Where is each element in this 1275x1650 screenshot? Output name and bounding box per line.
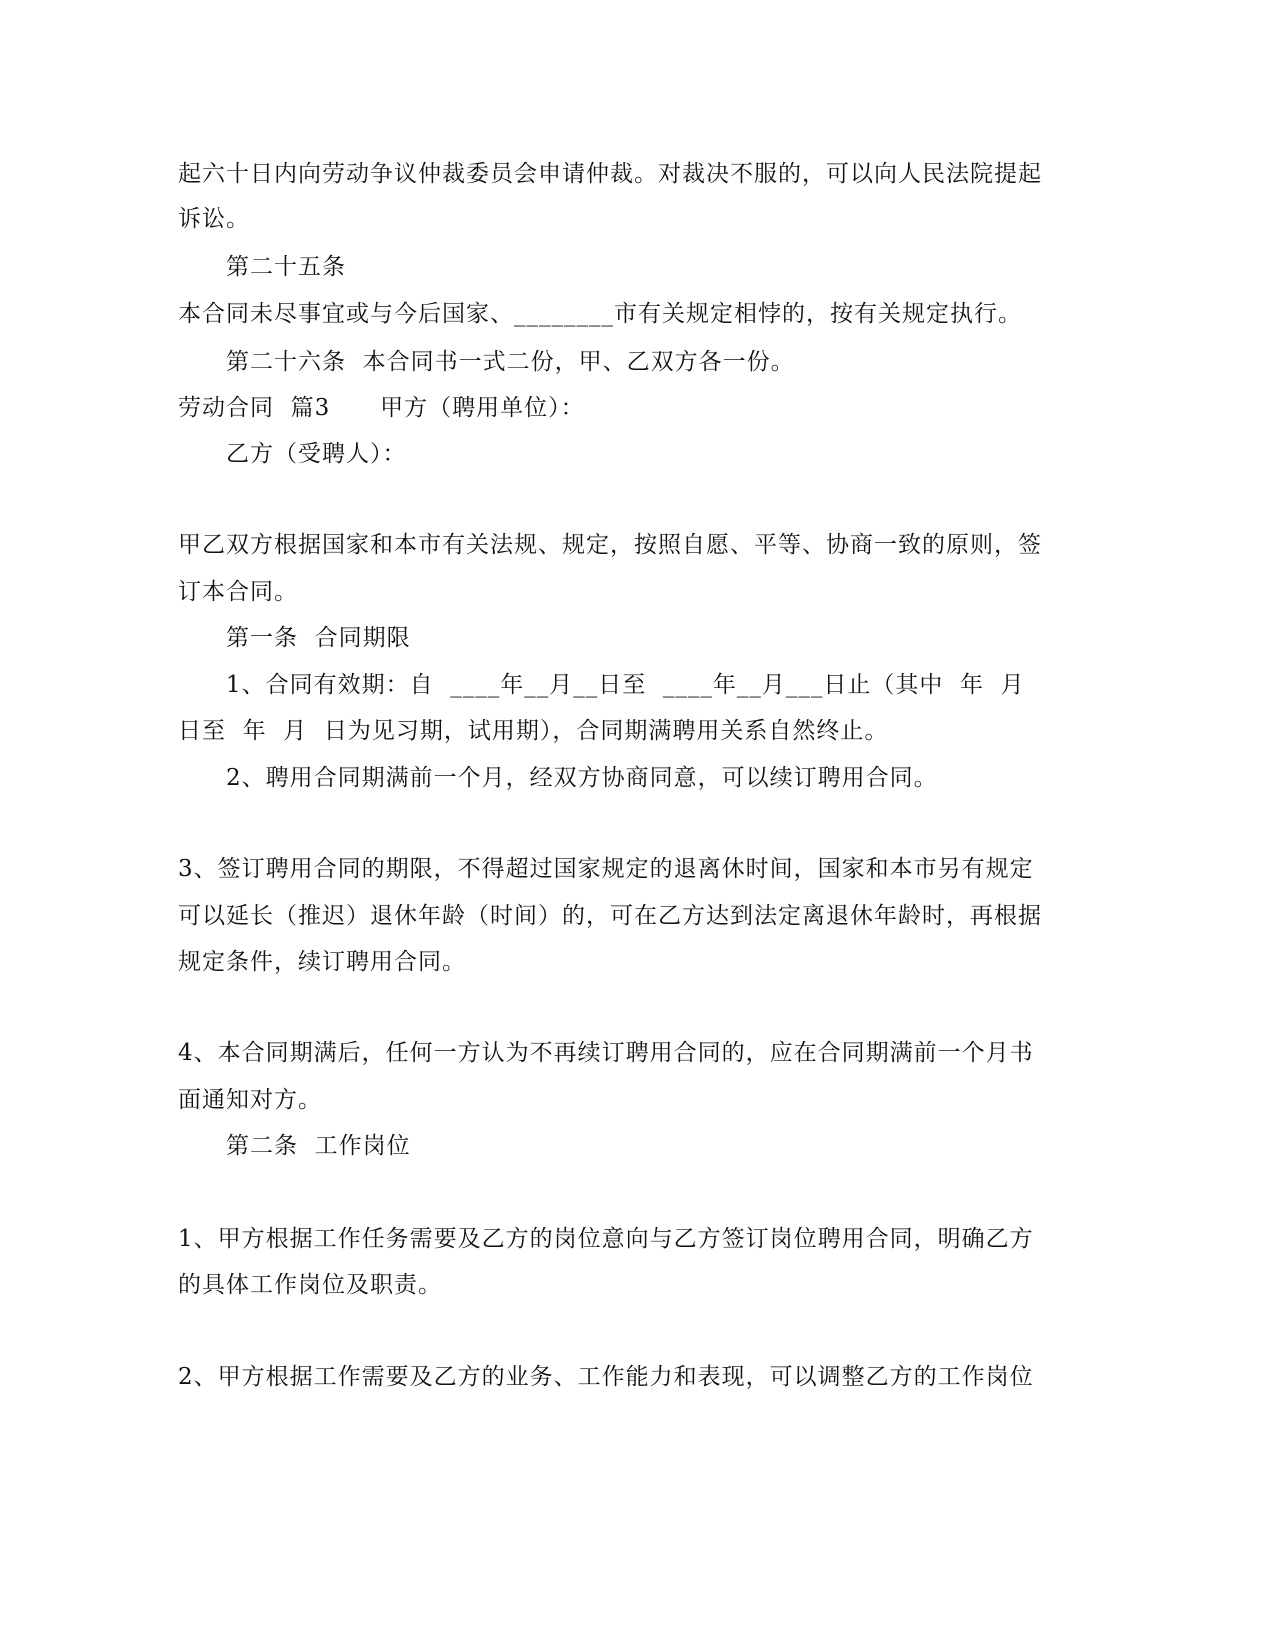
text-line: 起六十日内向劳动争议仲裁委员会申请仲裁。对裁决不服的，可以向人民法院提起 [178,161,1042,187]
text-line: 1、甲方根据工作任务需要及乙方的岗位意向与乙方签订岗位聘用合同，明确乙方 [178,1226,1034,1252]
article-heading: 第二十六条 本合同书一式二份，甲、乙双方各一份。 [226,349,795,375]
party-line: 乙方（受聘人）： [226,441,407,467]
text-line: 诉讼。 [178,206,250,232]
text-line: 甲乙双方根据国家和本市有关法规、规定，按照自愿、平等、协商一致的原则，签 [178,532,1042,558]
text-line: 可以延长（推迟）退休年龄（时间）的，可在乙方达到法定离退休年龄时，再根据 [178,903,1042,929]
text-line: 规定条件，续订聘用合同。 [178,949,466,975]
article-heading: 第二条 工作岗位 [226,1133,411,1159]
text-line: 面通知对方。 [178,1087,322,1113]
text-line: 订本合同。 [178,579,298,605]
text-line: 3、签订聘用合同的期限，不得超过国家规定的退离休时间，国家和本市另有规定 [178,856,1034,882]
text-line: 2、聘用合同期满前一个月，经双方协商同意，可以续订聘用合同。 [226,765,938,791]
text-line: 2、甲方根据工作需要及乙方的业务、工作能力和表现，可以调整乙方的工作岗位 [178,1364,1034,1390]
article-heading: 第二十五条 [226,254,346,280]
text-line: 4、本合同期满后，任何一方认为不再续订聘用合同的，应在合同期满前一个月书 [178,1040,1034,1066]
text-line: 日至 年 月 日为见习期，试用期），合同期满聘用关系自然终止。 [178,718,889,744]
text-line: 本合同未尽事宜或与今后国家、________市有关规定相悖的，按有关规定执行。 [178,301,1022,327]
text-line: 的具体工作岗位及职责。 [178,1272,442,1298]
contract-title-line: 劳动合同 篇3 甲方（聘用单位）： [178,395,585,421]
article-heading: 第一条 合同期限 [226,625,411,651]
text-line: 1、合同有效期：自 ____年__月__日至 ____年__月___日止（其中 年 月 [226,672,1025,698]
